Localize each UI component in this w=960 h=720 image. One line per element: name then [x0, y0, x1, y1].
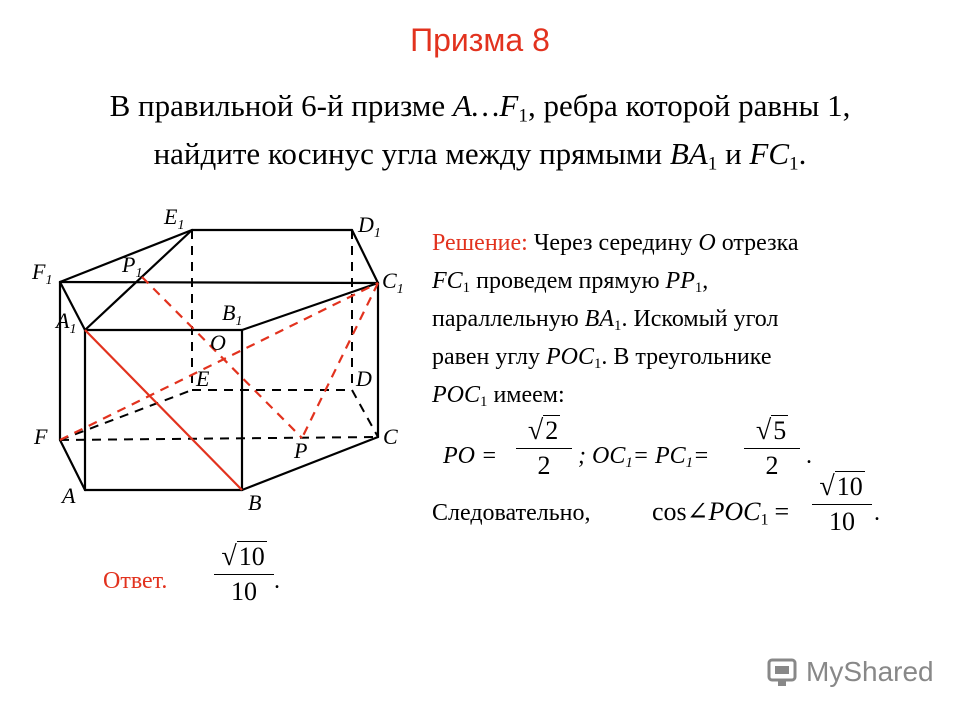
- problem-statement: [20, 82, 940, 178]
- fraction-pc: √5 2: [744, 416, 800, 481]
- problem-line-2: найдите косинус угла между прямыми $BA_1$ и $FC_1$.: [153, 136, 807, 175]
- answer-label: Ответ.: [103, 568, 168, 594]
- label-d1: $D_1$: [358, 212, 381, 241]
- label-f: F: [34, 424, 48, 449]
- sqrt-answer: √10: [221, 541, 265, 572]
- prism-figure: [20, 195, 420, 525]
- solution-line-4: равен углу $POC_1$. В треугольнике: [432, 344, 772, 373]
- solution-line-2: $FC_1$ проведем прямую $PP_1$,: [432, 268, 709, 297]
- sqrt-po: √2: [527, 415, 559, 446]
- fraction-answer: √10 10: [214, 542, 274, 607]
- cos-expression: $\cos\angle POC_1$ =: [652, 497, 790, 529]
- sqrt-pc: √5: [755, 415, 787, 446]
- label-c1: $C_1$: [382, 268, 404, 297]
- answer-period: .: [274, 568, 280, 594]
- solution-label: Решение:: [432, 230, 528, 256]
- solution-text: [432, 224, 932, 414]
- label-f1: $F_1$: [32, 259, 53, 288]
- label-b: B: [248, 490, 262, 515]
- label-e1: $E_1$: [164, 204, 185, 233]
- page-title: Призма 8: [410, 22, 550, 58]
- label-d: D: [356, 366, 372, 391]
- label-p1: $P_1$: [122, 252, 143, 281]
- solution-line-5: $POC_1$ имеем:: [432, 382, 565, 411]
- sqrt-cos: √10: [819, 471, 863, 502]
- po-label: PO =: [443, 443, 498, 469]
- fraction-cos: √10 10: [812, 472, 872, 537]
- solid-edges: [60, 230, 378, 490]
- label-b1: $B_1$: [222, 300, 243, 329]
- logo-icon: [766, 656, 800, 688]
- label-a1: $A_1$: [56, 308, 77, 337]
- therefore-label: Следовательно,: [432, 500, 591, 526]
- label-o: O: [210, 330, 226, 355]
- label-c: C: [383, 424, 398, 449]
- label-a: A: [62, 483, 76, 508]
- myshared-logo: [766, 652, 936, 692]
- oc-pc-label: ; $OC_1= PC_1=$: [578, 443, 710, 472]
- problem-line-1: В правильной 6-й призме $A\dots F_1$, ребра которой равны 1,: [109, 88, 851, 127]
- solution-line-1: Решение: Через середину O отрезка: [432, 230, 799, 256]
- segment-fc1: [60, 283, 378, 440]
- logo-text: MyShared: [806, 656, 934, 687]
- label-p: P: [294, 438, 308, 463]
- vertex-labels: [31, 204, 404, 515]
- eq-period: .: [806, 443, 812, 469]
- solution-line-3: параллельную $BA_1$. Искомый угол: [432, 306, 779, 335]
- cos-period: .: [874, 500, 880, 526]
- fraction-po: √2 2: [516, 416, 572, 481]
- label-e: E: [196, 366, 210, 391]
